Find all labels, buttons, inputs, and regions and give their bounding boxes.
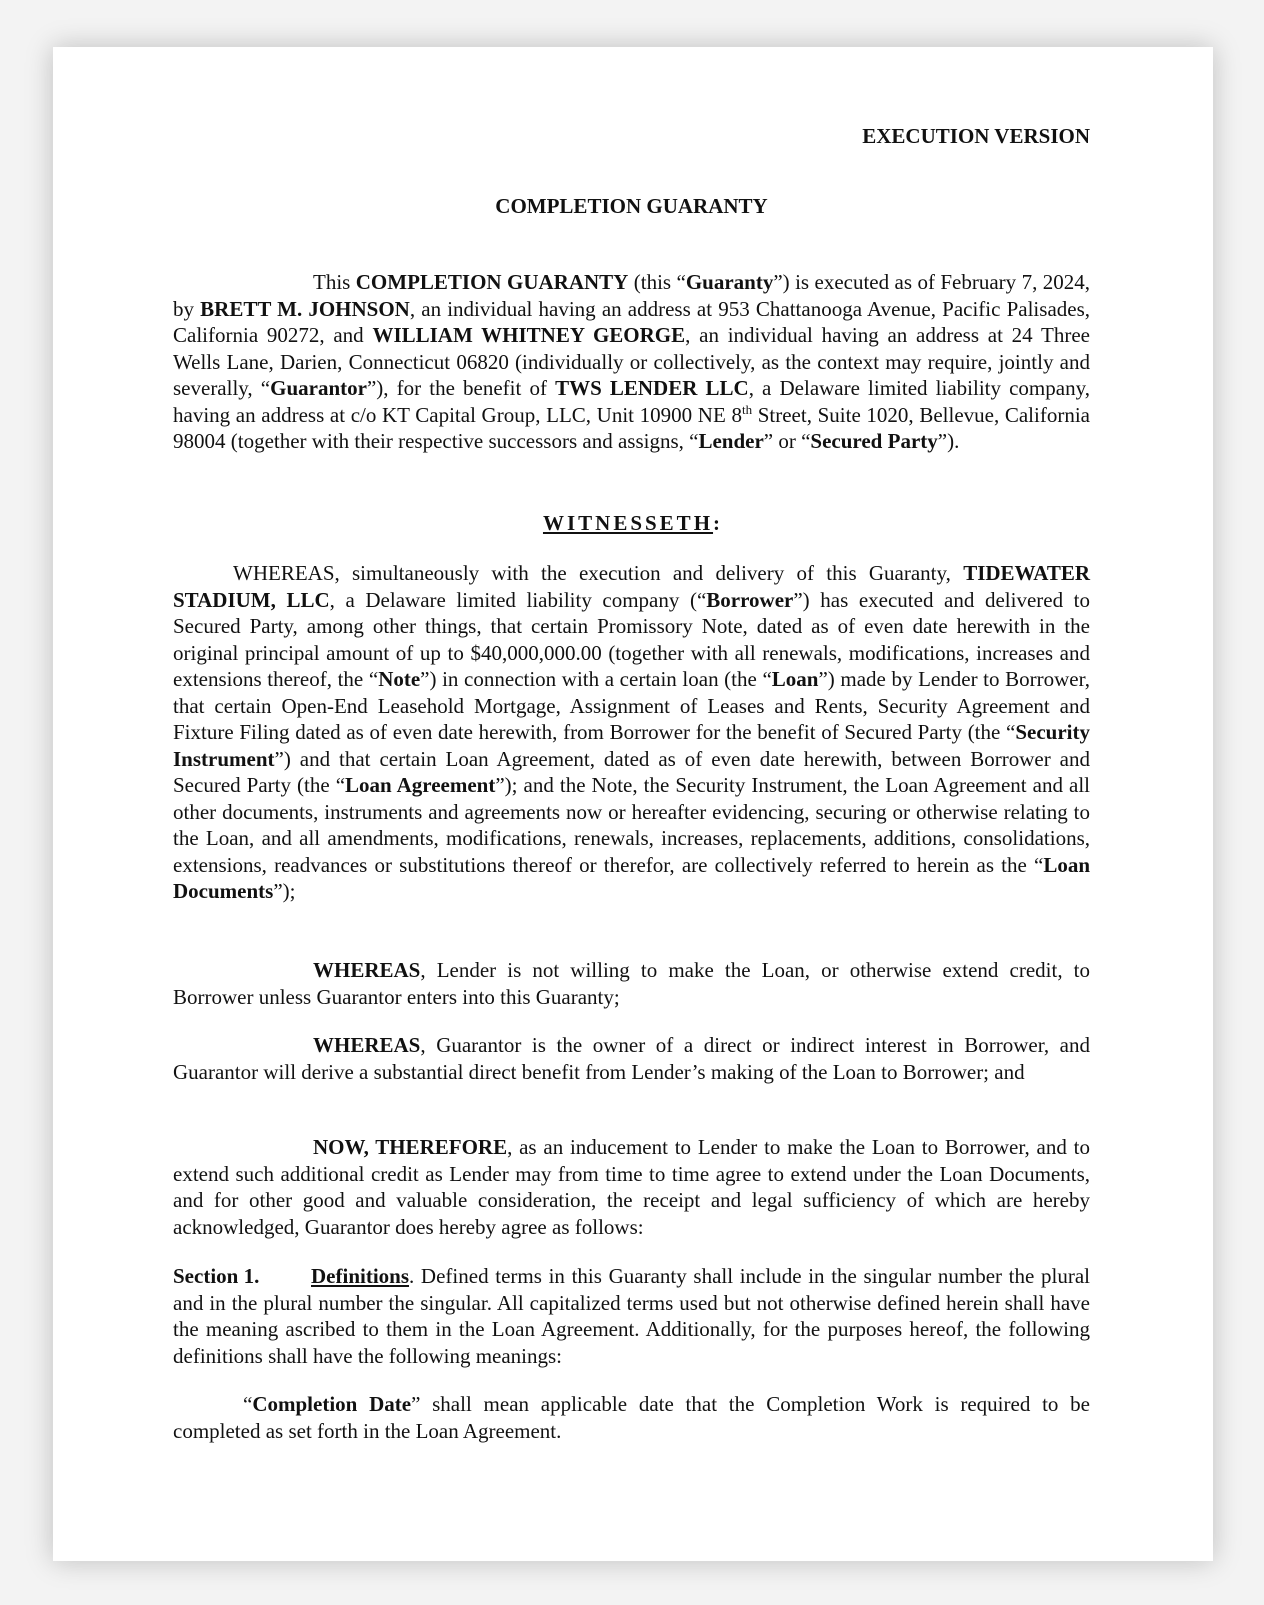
whereas-paragraph-3: WHEREAS, Guarantor is the owner of a direct or indirect interest in Borrower, and Guarantor will derive a substantial direct benefit from Lender’s making of the Loan to Borrower; and [173, 1033, 1090, 1084]
section-1-label: Section 1. [173, 1264, 260, 1288]
section-1-paragraph: Section 1. Definitions. Defined terms in this Guaranty shall include in the singular number the plural and in the plural number the singular. All capitalized terms used but not otherwise defined herein shall have the meaning ascribed to them in the Loan Agreement. Additionally, for the purposes hereof, the following definitions shall have the following meanings: [173, 1264, 1090, 1368]
section-1-heading: Definitions [311, 1264, 410, 1288]
whereas-paragraph-2: WHEREAS, Lender is not willing to make the Loan, or otherwise extend credit, to Borrower unless Guarantor enters into this Guaranty; [173, 958, 1090, 1009]
document-title: COMPLETION GUARANTY [495, 194, 768, 218]
execution-version-label: EXECUTION VERSION [862, 124, 1090, 148]
document-page [53, 47, 1213, 1561]
completion-date-definition: “Completion Date” shall mean applicable date that the Completion Work is required to be completed as set forth in the Loan Agreement. [173, 1392, 1090, 1443]
witnesseth-heading: WITNESSETH: [542, 511, 721, 535]
whereas-paragraph-1: WHEREAS, simultaneously with the execution and delivery of this Guaranty, TIDEWATER STADIUM, LLC, a Delaware limited liability company (“Borrower”) has executed and delivered to Secured Party, among other things, that certain Promissory Note, dated as of even date herewith in the original principal amount of up to $40,000,000.00 (together with all renewals, modifications, increases and extensions thereof, the “Note”) in connection with a certain loan (the “Loan”) made by Lender to Borrower, that certain Open-End Leasehold Mortgage, Assignment of Leases and Rents, Security Agreement and Fixture Filing dated as of even date herewith, from Borrower for the benefit of Secured Party (the “Security Instrument”) and that certain Loan Agreement, dated as of even date herewith, between Borrower and Secured Party (the “Loan Agreement”); and the Note, the Security Instrument, the Loan Agreement and all other documents, instruments and agreements now or hereafter evidencing, securing or otherwise relating to the Loan, and all amendments, modifications, renewals, increases, replacements, additions, consolidations, extensions, readvances or substitutions thereof or therefor, are collectively referred to herein as the “Loan Documents”); [173, 561, 1091, 903]
now-therefore-paragraph: NOW, THEREFORE, as an inducement to Lender to make the Loan to Borrower, and to extend such additional credit as Lender may from time to time agree to extend under the Loan Documents, and for other good and valuable consideration, the receipt and legal sufficiency of which are hereby acknowledged, Guarantor does hereby agree as follows: [173, 1135, 1090, 1239]
intro-paragraph: This COMPLETION GUARANTY (this “Guaranty”) is executed as of February 7, 2024, by BRETT M. JOHNSON, an individual having an address at 953 Chattanooga Avenue, Pacific Palisades, California 90272, and WILLIAM WHITNEY GEORGE, an individual having an address at 24 Three Wells Lane, Darien, Connecticut 06820 (individually or collectively, as the context may require, jointly and severally, “Guarantor”), for the benefit of TWS LENDER LLC, a Delaware limited liability company, having an address at c/o KT Capital Group, LLC, Unit 10900 NE 8th Street, Suite 1020, Bellevue, California 98004 (together with their respective successors and assigns, “Lender” or “Secured Party”). [173, 270, 1091, 453]
